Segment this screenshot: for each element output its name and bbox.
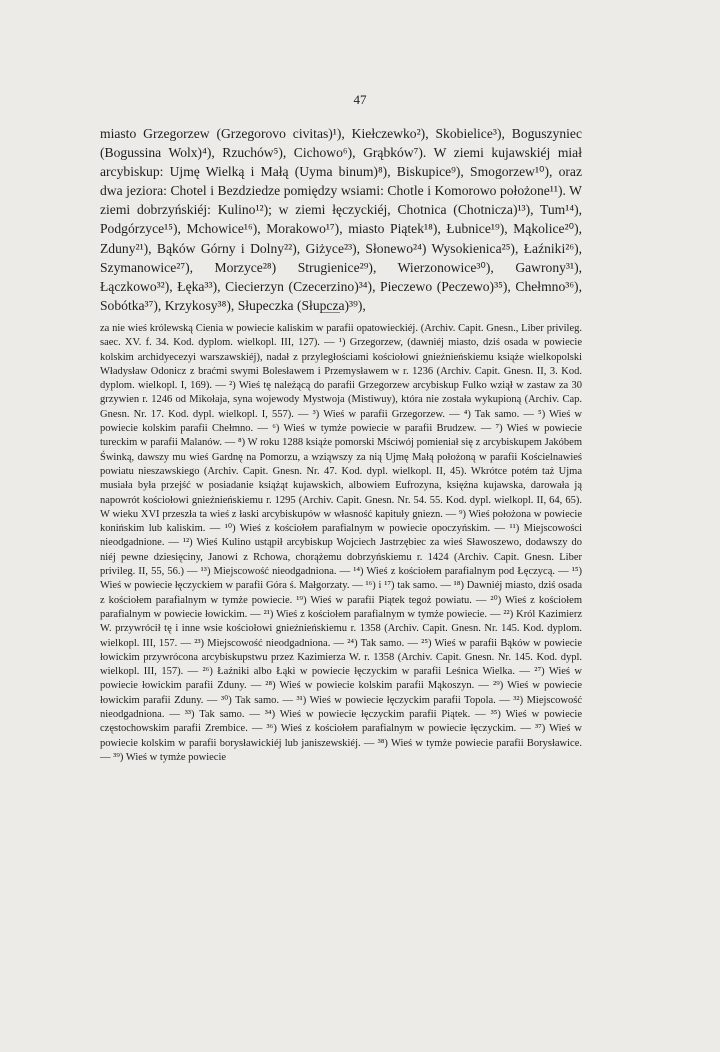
footnote-separator [322,312,340,313]
page-number: 47 [353,92,367,107]
footnotes: za nie wieś królewską Cienia w powiecie kaliskim w parafii opatowieckiéj. (Archiv. Capit. Gnesn., Liber privileg. saec. XV. f. 34. Kod. dyplom. wielkopl. III, 127). — ¹) Grzegorzew, (dawniéj miasto, dziś osada w powiecie kolskim archidyecezyi warszawskiéj), nadał z przyległościami kościołowi gnieźnieńskiemu książe wielkopolski Władysław Odonicz z braćmi swymi Bolesławem i Przemysławem w r. 1236 (Archiv. Capit. Gnesn. II, 3. Kod. dyplom. wielkopl. I, 169). — ²) Wieś tę należącą do parafii Grzegorzew arcybiskup Fulko wziął w zastaw za 30 grzywien r. 1246 od Mikołaja, syna wojewody Mystwoja (Mistiwuy), która nie została wykupioną (Archiv. Cap. Gnesn. Nr. 17. Kod. dypl. wielkopl. I, 557). — ³) Wieś w parafii Grzegorzew. — ⁴) Tak samo. — ⁵) Wieś w powiecie kolskim parafii Chełmno. — ⁶) Wieś w tymże powiecie w parafii Brudzew. — ⁷) Wieś w powiecie tureckim w parafii Malanów. — ⁸) W roku 1288 książe pomorski Mściwój pomieniał się z arcybiskupem Jakóbem Świnką, dawszy mu wieś Gardnę na Pomorzu, a wziąwszy za nią Ujmę Małą położoną w parafii Kościelnawieś powiatu nieszawskiego (Archiv. Capit. Gnesn. Nr. 47. Kod. dypl. wielkopl. II, 45). Wkrótce potém taż Ujma musiała była przejść w posiadanie książąt kujawskich, albowiem Eufrozyna, księżna kujawska, darowała ją napowrót kościołowi gnieźnieńskiemu r. 1295 (Archiv. Capit. Gnesn. Nr. 54. 55. Kod. dypl. wielkopl. II, 64, 65). W wieku XVI przeszła ta wieś z łaski arcybiskupów w własność kapituły gniezn. — ⁹) Wieś położona w powiecie konińskim lub kaliskim. — ¹⁰) Wieś z kościołem parafialnym w powiecie opoczyńskim. — ¹¹) Miejscowości nieodgadnione. — ¹²) Wieś Kulino ustąpił arcybiskup Wojciech Jastrzębiec za wieś Sławoszewo, dodawszy do niéj pewne dziesięciny, Janowi z Rchowa, chorążemu dobrzyńskiemu r. 1424 (Archiv. Capit. Gnesn. Liber privileg. II, 55, 56.) — ¹³) Miejscowość nieodgadniona. — ¹⁴) Wieś z kościołem parafialnym pod Łęczycą. — ¹⁵) Wieś w powiecie łęczyckiem w parafii Góra ś. Małgorzaty. — ¹⁶) i ¹⁷) tak samo. — ¹⁸) Dawniéj miasto, dziś osada z kościołem parafialnym w tymże powiecie. ¹⁹) Wieś w parafii Piątek tegoż powiatu. — ²⁰) Wieś z kościołem parafialnym w powiecie łowickim. — ²¹) Wieś z kościołem parafialnym w tymże powiecie. — ²²) Król Kazimierz W. przywrócił tę i inne wsie kościołowi gnieźnieńskiemu r. 1358 (Archiv. Capit. Gnesn. Nr. 145. Kod. dyplom. wielkopl. III, 157. — ²³) Miejscowość nieodgadniona. — ²⁴) Tak samo. — ²⁵) Wieś w parafii Bąków w powiecie łowickim przywrócona arcybiskupstwu przez Kazimierza W. r. 1358 (Archiv. Capit. Gnesn. Nr. 145. Kod. dypl. wielkopl. III, 157). — ²⁶) Łaźniki albo Łąki w powiecie łęczyckim w parafii Leśnica Wielka. — ²⁷) Wieś w powiecie łowickim parafii Zduny. — ²⁸) Wieś w powiecie kolskim parafii Mąkoszyn. — ²⁹) Wieś w powiecie łowickim parafii Zduny. — ³⁰) Tak samo. — ³¹) Wieś w powiecie łęczyckim parafii Topola. — ³²) Miejscowość nieodgadniona. — ³³) Tak samo. — ³⁴) Wieś w powiecie łęczyckim parafii Piątek. — ³⁵) Wieś w powiecie częstochowskim parafii Zrembice. — ³⁶) Wieś z kościołem parafialnym w powiecie łęczyckim. — ³⁷) Wieś w powiecie kolskim w parafii borysławickiéj lub janiszewskiéj. — ³⁸) Wieś w tymże powiecie parafii Borysławice. — ³⁹) Wieś w tymże powiecie [100,323,582,763]
main-text: miasto Grzegorzew (Grzegorovo civitas)¹), Kiełczewko²), Skobielice³), Boguszyniec (Bogussina Wolx)⁴), Rzuchów⁵), Cichowo⁶), Grąbków⁷). W ziemi kujawskiéj miał arcybiskup: Ujmę Wielką i Małą (Uyma binum)⁸), Biskupice⁹), Smogorzew¹⁰), oraz dwa jeziora: Chotel i Bezdziedze pomiędzy wsiami: Chotle i Komorowo położone¹¹). W ziemi dobrzyńskiéj: Kulino¹²); w ziemi łęczyckiéj, Chotnica (Chotnicza)¹³), Tum¹⁴), Podgórzyce¹⁵), Mchowice¹⁶), Morakowo¹⁷), miasto Piątek¹⁸), Łubnice¹⁹), Mąkolice²⁰), Zduny²¹), Bąków Górny i Dolny²²), Giżyce²³), Słonewo²⁴) Wysokienica²⁵), Łaźniki²⁶), Szymanowice²⁷), Morzyce²⁸) Strugienice²⁹), Wierzonowice³⁰), Gawrony³¹), Łączkowo³²), Łęka³³), Ciecierzyn (Czecerzino)³⁴), Pieczewo (Peczewo)³⁵), Chełmno³⁶), Sobótka³⁷), Krzykosy³⁸), Słupeczka (Słupcza)³⁹), [100,126,582,313]
